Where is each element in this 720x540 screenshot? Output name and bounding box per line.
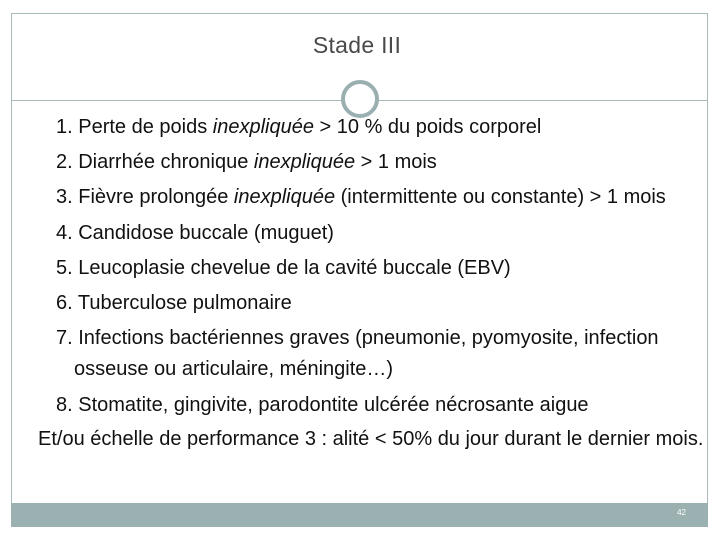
list-item: 8. Stomatite, gingivite, parodontite ulcérée nécrosante aigue (56, 394, 589, 416)
list-item: 4. Candidose buccale (muguet) (56, 222, 334, 244)
list-item: Et/ou échelle de performance 3 : alité < 50% du jour durant le dernier mois. (38, 428, 704, 450)
slide-content (38, 112, 706, 458)
list-item: 1. Perte de poids inexpliquée > 10 % du poids corporel (56, 116, 542, 138)
list-item: 2. Diarrhée chronique inexpliquée > 1 mois (56, 151, 437, 173)
list-item: 6. Tuberculose pulmonaire (56, 292, 292, 314)
slide-title: Stade III (312, 32, 402, 58)
list-item: 5. Leucoplasie chevelue de la cavité buccale (EBV) (56, 257, 511, 279)
page-number: 42 (677, 508, 686, 517)
footer-bar (11, 503, 708, 527)
list-item: 7. Infections bactériennes graves (pneumonie, pyomyosite, infection osseuse ou articulaire, méningite…) (56, 327, 659, 380)
list-item: 3. Fièvre prolongée inexpliquée (intermittente ou constante) > 1 mois (56, 186, 666, 208)
